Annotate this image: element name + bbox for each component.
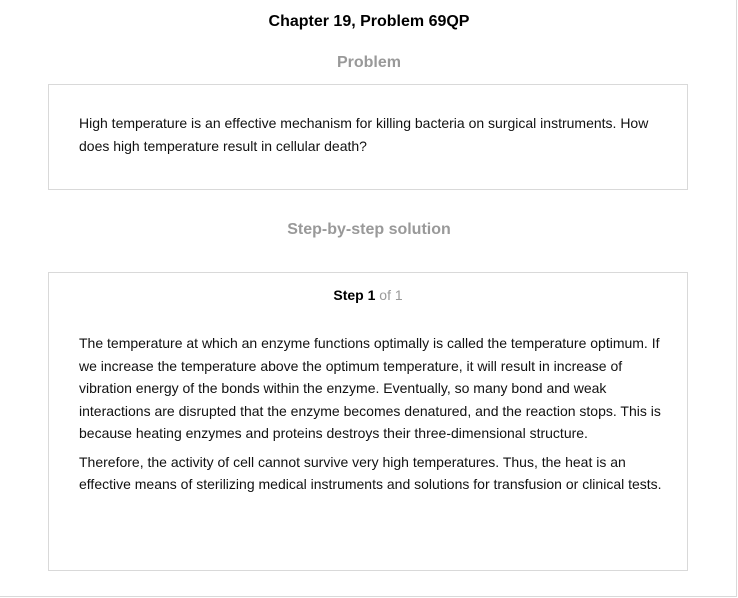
step-word: Step bbox=[333, 287, 364, 303]
problem-box bbox=[48, 84, 688, 190]
solution-paragraph: Therefore, the activity of cell cannot survive very high temperatures. Thus, the heat is an effective means of sterilizing medical instruments and solutions for transfusion or clinical tests. bbox=[79, 453, 662, 492]
problem-text: High temperature is an effective mechanism for killing bacteria on surgical instruments. How does high temperature result in cellular death? bbox=[79, 115, 649, 154]
solution-content bbox=[79, 332, 669, 502]
step-indicator bbox=[49, 285, 687, 305]
solution-paragraph: The temperature at which an enzyme functions optimally is called the temperature optimum. If we increase the temperature above the optimum temperature, it will result in increase of vibration energy of the bonds within the enzyme. Eventually, so many bond and weak interactions are disrupted that the enzyme becomes denatured, and the reaction stops. This is because heating enzymes and proteins destroys their three-dimensional structure. bbox=[79, 335, 661, 441]
solution-box bbox=[48, 272, 688, 571]
page-title: Chapter 19, Problem 69QP bbox=[268, 13, 470, 30]
step-number: 1 bbox=[367, 287, 376, 303]
step-total: of 1 bbox=[379, 287, 403, 303]
problem-heading: Problem bbox=[336, 54, 401, 71]
solution-heading: Step-by-step solution bbox=[287, 221, 451, 238]
